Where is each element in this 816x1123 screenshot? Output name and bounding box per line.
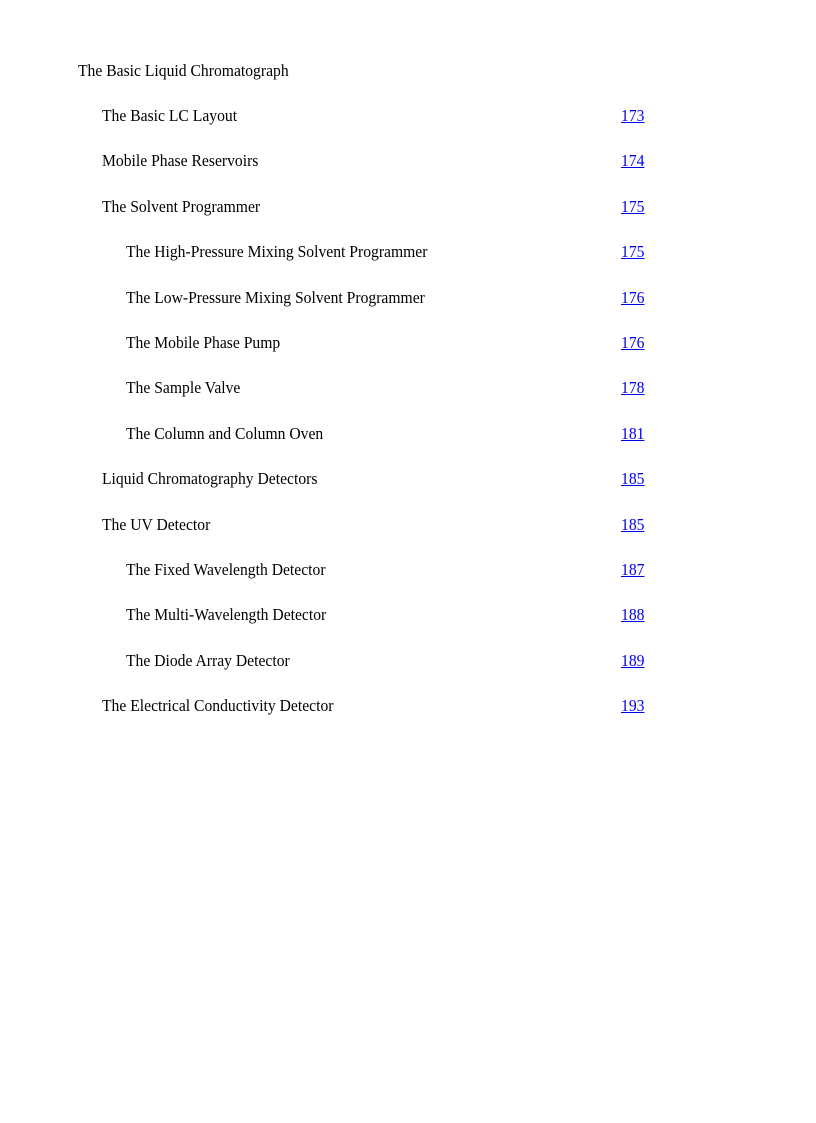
toc-entry-label: The Low-Pressure Mixing Solvent Programmer — [126, 287, 425, 307]
toc-page-link[interactable]: 173 — [621, 106, 645, 125]
toc-entry-label: Mobile Phase Reservoirs — [102, 151, 259, 171]
toc-page-link[interactable]: 185 — [621, 469, 645, 489]
toc-page-link[interactable]: 176 — [621, 287, 645, 307]
toc-entry — [0, 468, 816, 513]
toc-page-link[interactable]: 185 — [621, 514, 645, 534]
toc-subentry — [0, 423, 816, 468]
toc-entry-label: The Basic LC Layout — [102, 106, 238, 125]
toc-page-link[interactable]: 176 — [621, 332, 645, 352]
table-of-contents — [0, 105, 816, 740]
toc-entry-label: The UV Detector — [102, 514, 211, 534]
toc-entry — [0, 695, 816, 740]
toc-entry — [0, 105, 816, 150]
toc-entry-label: The Electrical Conductivity Detector — [102, 696, 334, 716]
toc-entry-label: Liquid Chromatography Detectors — [102, 469, 318, 489]
toc-subentry — [0, 287, 816, 332]
toc-entry-label: The High-Pressure Mixing Solvent Programmer — [126, 242, 428, 262]
toc-page-link[interactable]: 174 — [621, 151, 645, 171]
toc-entry-label: The Solvent Programmer — [102, 196, 261, 216]
toc-subentry — [0, 604, 816, 649]
toc-entry-label: The Multi-Wavelength Detector — [126, 605, 327, 625]
toc-entry-label: The Column and Column Oven — [126, 423, 324, 443]
toc-subentry — [0, 332, 816, 377]
toc-subentry — [0, 241, 816, 286]
toc-subentry — [0, 650, 816, 695]
toc-entry — [0, 150, 816, 195]
toc-page-link[interactable]: 175 — [621, 196, 645, 216]
toc-page-link[interactable]: 181 — [621, 423, 645, 443]
toc-entry-label: The Mobile Phase Pump — [126, 332, 281, 352]
toc-page-link[interactable]: 193 — [621, 696, 645, 716]
toc-page-link[interactable]: 178 — [621, 378, 645, 398]
toc-page-link[interactable]: 189 — [621, 650, 645, 670]
toc-entry — [0, 196, 816, 241]
toc-page-link[interactable]: 188 — [621, 605, 645, 625]
toc-page-link[interactable]: 187 — [621, 559, 645, 579]
toc-entry-label: The Fixed Wavelength Detector — [126, 559, 326, 579]
section-title: The Basic Liquid Chromatograph — [78, 61, 289, 80]
toc-page-link[interactable]: 175 — [621, 242, 645, 262]
toc-entry-label: The Diode Array Detector — [126, 650, 290, 670]
toc-entry-label: The Sample Valve — [126, 378, 241, 398]
toc-subentry — [0, 559, 816, 604]
toc-entry — [0, 514, 816, 559]
toc-subentry — [0, 377, 816, 422]
